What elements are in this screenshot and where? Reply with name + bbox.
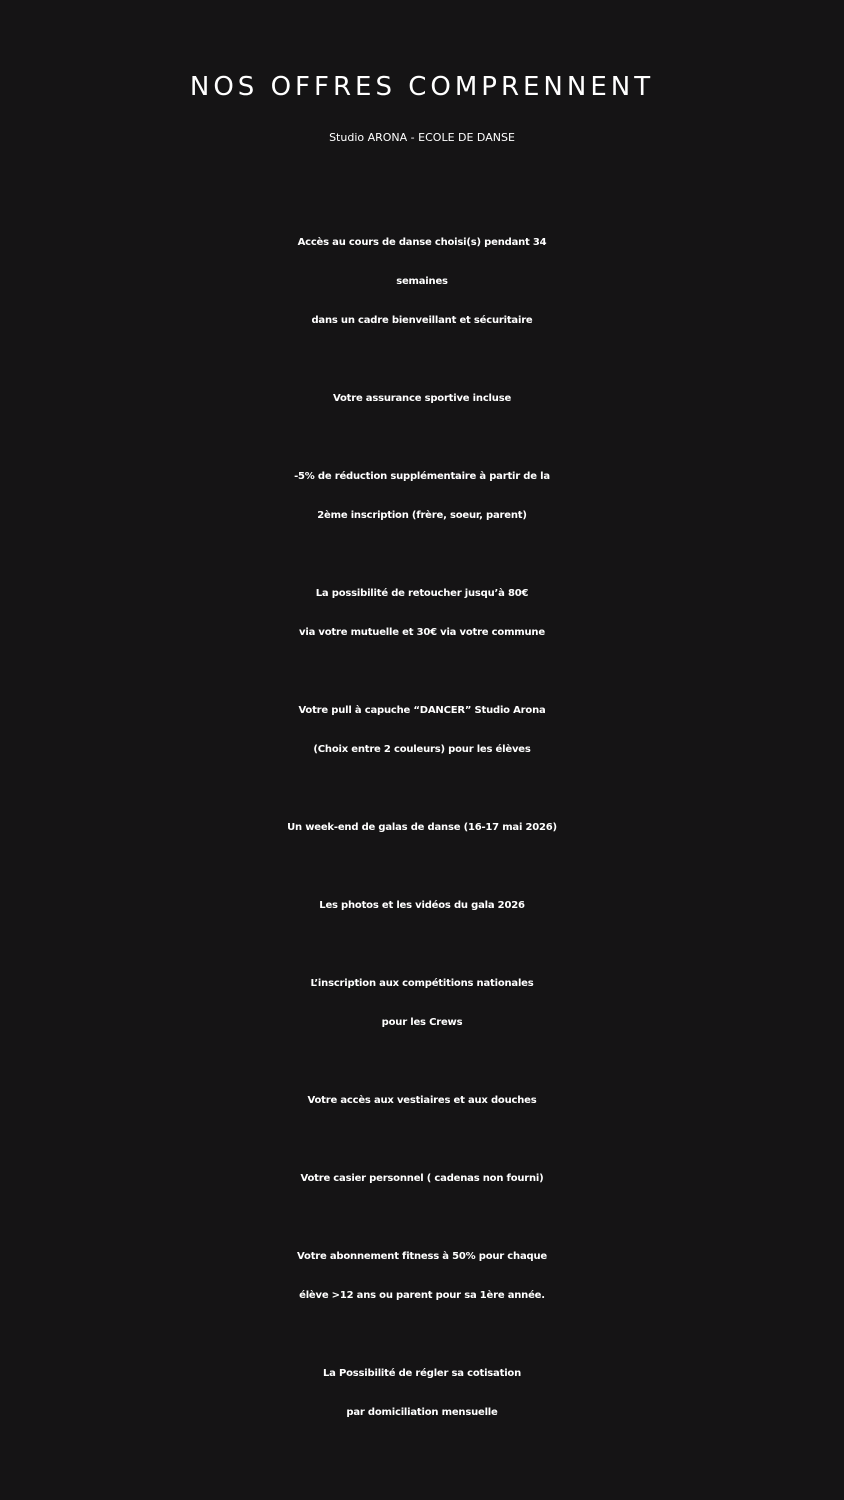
offer-item	[0, 223, 844, 340]
offer-line: Votre casier personnel ( cadenas non fourni)	[300, 1173, 544, 1184]
offer-item	[0, 1237, 844, 1315]
offer-line: (Choix entre 2 couleurs) pour les élèves	[313, 744, 531, 755]
offers-list	[0, 223, 844, 1471]
offer-line: Votre abonnement fitness à 50% pour chaque	[297, 1251, 547, 1262]
offer-item	[0, 808, 844, 847]
offer-item	[0, 457, 844, 535]
offer-item	[0, 1159, 844, 1198]
offer-line: pour les Crews	[381, 1017, 463, 1028]
offer-item	[0, 691, 844, 769]
offer-line: Les photos et les vidéos du gala 2026	[319, 900, 525, 911]
offer-item	[0, 574, 844, 652]
offer-line: Un week-end de galas de danse (16-17 mai 2026)	[287, 822, 557, 833]
offer-line: dans un cadre bienveillant et sécuritaire	[311, 315, 533, 326]
offer-line: La possibilité de retoucher jusqu’à 80€	[315, 588, 529, 599]
offer-line: par domiciliation mensuelle	[346, 1407, 498, 1418]
page-subtitle: Studio ARONA - ECOLE DE DANSE	[329, 131, 515, 144]
offer-item	[0, 1081, 844, 1120]
offer-line: 2ème inscription (frère, soeur, parent)	[317, 510, 527, 521]
offer-item	[0, 379, 844, 418]
offer-line: Votre assurance sportive incluse	[332, 393, 512, 404]
offer-item	[0, 1354, 844, 1432]
offer-line: -5% de réduction supplémentaire à partir de la	[294, 471, 550, 482]
offer-line: L’inscription aux compétitions nationales	[310, 978, 534, 989]
offer-item	[0, 964, 844, 1042]
page-title: NOS OFFRES COMPRENNENT	[189, 72, 655, 103]
offer-line: Votre pull à capuche “DANCER” Studio Arona	[298, 705, 546, 716]
offer-item	[0, 886, 844, 925]
offer-line: Accès au cours de danse choisi(s) pendant 34	[297, 237, 547, 248]
offer-line: Votre accès aux vestiaires et aux douches	[307, 1095, 537, 1106]
offer-line: semaines	[396, 276, 448, 287]
offer-line: via votre mutuelle et 30€ via votre commune	[299, 627, 545, 638]
offer-line: élève >12 ans ou parent pour sa 1ère année.	[299, 1290, 545, 1301]
offer-line: La Possibilité de régler sa cotisation	[322, 1368, 522, 1379]
